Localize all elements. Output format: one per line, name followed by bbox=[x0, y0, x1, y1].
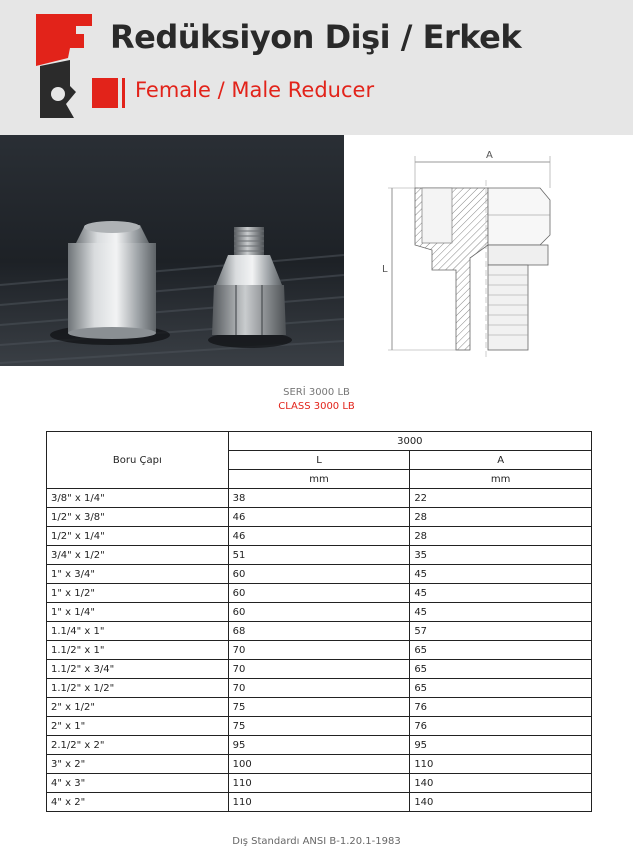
cell-pipe-size: 1.1/2" x 1/2" bbox=[47, 679, 229, 698]
table-row bbox=[47, 698, 592, 717]
column-header-l: L bbox=[228, 451, 410, 470]
cell-a: 65 bbox=[410, 641, 592, 660]
column-group-header: 3000 bbox=[228, 432, 591, 451]
cell-a: 45 bbox=[410, 603, 592, 622]
cell-pipe-size: 1.1/2" x 3/4" bbox=[47, 660, 229, 679]
cell-l: 46 bbox=[228, 527, 410, 546]
cell-l: 110 bbox=[228, 774, 410, 793]
table-row bbox=[47, 736, 592, 755]
cell-pipe-size: 1/2" x 1/4" bbox=[47, 527, 229, 546]
cell-a: 45 bbox=[410, 584, 592, 603]
cell-l: 70 bbox=[228, 641, 410, 660]
table-row bbox=[47, 546, 592, 565]
cell-a: 35 bbox=[410, 546, 592, 565]
series-label-tr: SERİ 3000 LB bbox=[283, 387, 350, 398]
cell-a: 57 bbox=[410, 622, 592, 641]
dimension-table bbox=[46, 431, 592, 812]
table-row bbox=[47, 774, 592, 793]
cell-pipe-size: 2" x 1" bbox=[47, 717, 229, 736]
cell-l: 75 bbox=[228, 717, 410, 736]
cell-pipe-size: 1/2" x 3/8" bbox=[47, 508, 229, 527]
table-row bbox=[47, 584, 592, 603]
cell-a: 45 bbox=[410, 565, 592, 584]
cell-l: 51 bbox=[228, 546, 410, 565]
unit-l: mm bbox=[228, 470, 410, 489]
cell-pipe-size: 3/8" x 1/4" bbox=[47, 489, 229, 508]
table-row bbox=[47, 679, 592, 698]
cell-l: 70 bbox=[228, 679, 410, 698]
cell-pipe-size: 4" x 3" bbox=[47, 774, 229, 793]
table-row bbox=[47, 793, 592, 812]
cell-l: 60 bbox=[228, 565, 410, 584]
table-row bbox=[47, 489, 592, 508]
cell-l: 70 bbox=[228, 660, 410, 679]
cell-a: 65 bbox=[410, 679, 592, 698]
cell-a: 28 bbox=[410, 508, 592, 527]
unit-a: mm bbox=[410, 470, 592, 489]
technical-drawing bbox=[370, 140, 570, 370]
cell-a: 65 bbox=[410, 660, 592, 679]
cell-pipe-size: 1.1/2" x 1" bbox=[47, 641, 229, 660]
series-label-en: CLASS 3000 LB bbox=[278, 401, 355, 412]
cell-a: 140 bbox=[410, 774, 592, 793]
page-subtitle: Female / Male Reducer bbox=[135, 78, 375, 102]
cell-pipe-size: 2.1/2" x 2" bbox=[47, 736, 229, 755]
table-row bbox=[47, 641, 592, 660]
column-header-a: A bbox=[410, 451, 592, 470]
cell-l: 95 bbox=[228, 736, 410, 755]
cell-a: 76 bbox=[410, 698, 592, 717]
product-photo bbox=[0, 135, 344, 366]
cell-a: 110 bbox=[410, 755, 592, 774]
cell-l: 60 bbox=[228, 603, 410, 622]
table-row bbox=[47, 755, 592, 774]
dim-a-label: A bbox=[486, 150, 493, 161]
cell-l: 46 bbox=[228, 508, 410, 527]
cell-l: 38 bbox=[228, 489, 410, 508]
cell-l: 75 bbox=[228, 698, 410, 717]
dim-l-label: L bbox=[382, 264, 388, 275]
page-title: Redüksiyon Dişi / Erkek bbox=[110, 18, 522, 56]
cell-a: 76 bbox=[410, 717, 592, 736]
cell-a: 140 bbox=[410, 793, 592, 812]
cell-pipe-size: 1" x 1/2" bbox=[47, 584, 229, 603]
cell-pipe-size: 1" x 3/4" bbox=[47, 565, 229, 584]
cell-l: 60 bbox=[228, 584, 410, 603]
cell-pipe-size: 1.1/4" x 1" bbox=[47, 622, 229, 641]
table-row bbox=[47, 622, 592, 641]
thread-standard-note: Dış Standardı ANSI B-1.20.1-1983 bbox=[232, 836, 401, 847]
table-row bbox=[47, 527, 592, 546]
column-header-pipe-size: Boru Çapı bbox=[47, 432, 229, 489]
cell-pipe-size: 3" x 2" bbox=[47, 755, 229, 774]
cell-a: 95 bbox=[410, 736, 592, 755]
table-row bbox=[47, 508, 592, 527]
cell-pipe-size: 3/4" x 1/2" bbox=[47, 546, 229, 565]
table-header-row bbox=[47, 432, 592, 451]
cell-l: 100 bbox=[228, 755, 410, 774]
table-row bbox=[47, 603, 592, 622]
brand-logo-icon bbox=[30, 12, 120, 122]
table-row bbox=[47, 565, 592, 584]
cell-a: 28 bbox=[410, 527, 592, 546]
page-header bbox=[0, 0, 633, 135]
cell-pipe-size: 1" x 1/4" bbox=[47, 603, 229, 622]
table-row bbox=[47, 660, 592, 679]
cell-pipe-size: 4" x 2" bbox=[47, 793, 229, 812]
table-row bbox=[47, 717, 592, 736]
cell-pipe-size: 2" x 1/2" bbox=[47, 698, 229, 717]
subtitle-accent-bar bbox=[122, 78, 125, 108]
cell-a: 22 bbox=[410, 489, 592, 508]
cell-l: 110 bbox=[228, 793, 410, 812]
cell-l: 68 bbox=[228, 622, 410, 641]
